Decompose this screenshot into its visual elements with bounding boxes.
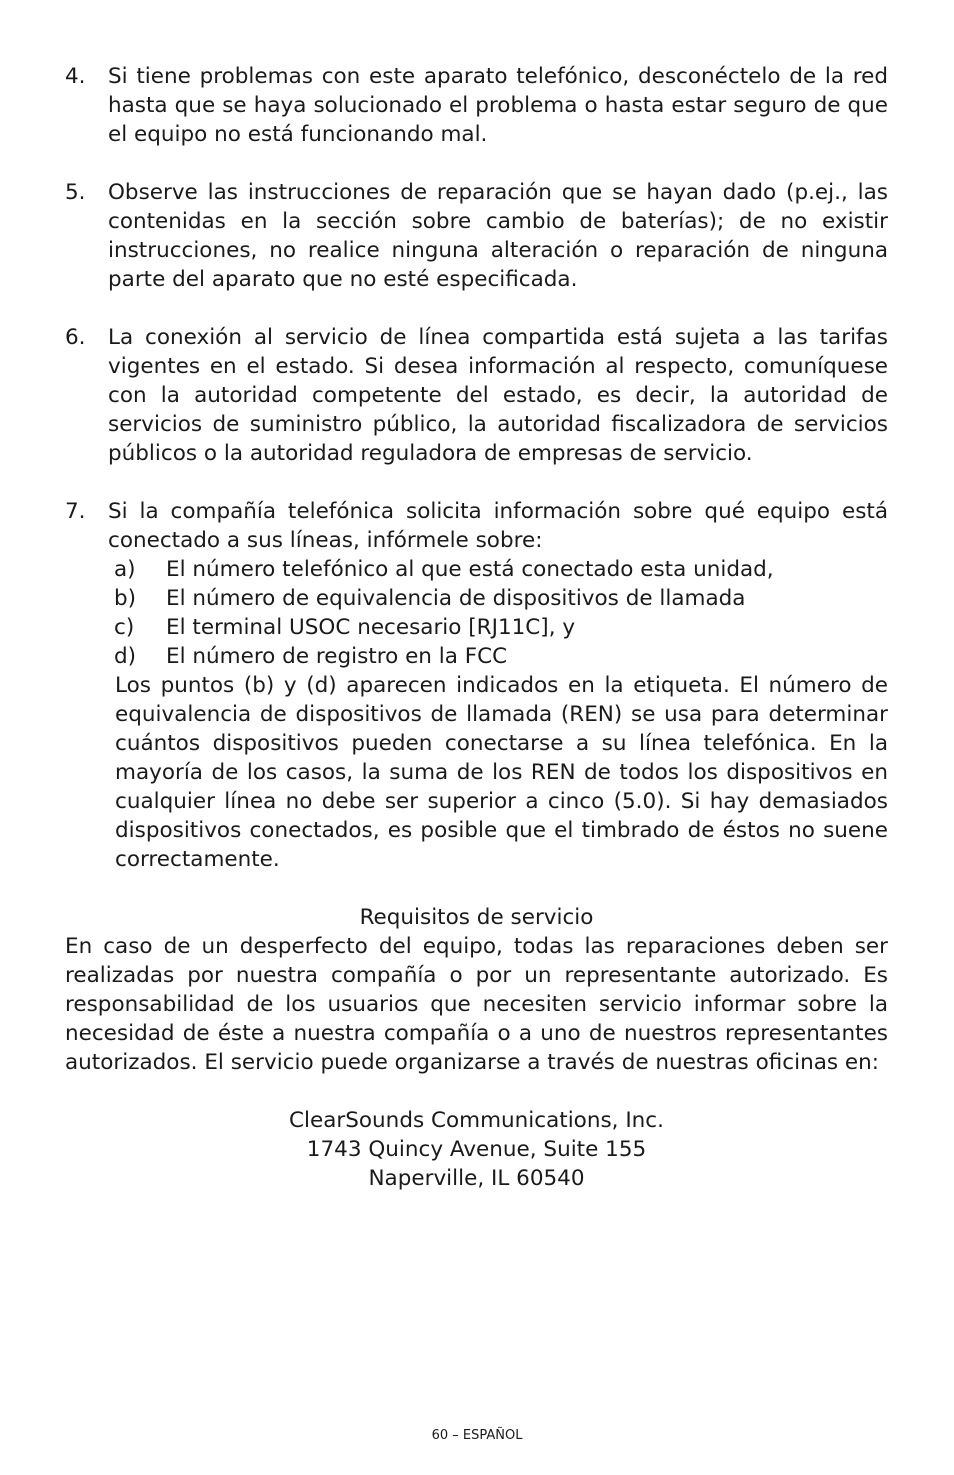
document-page (65, 62, 888, 1193)
street-address: 1743 Quincy Avenue, Suite 155 (306, 1137, 647, 1162)
list-item-4 (65, 62, 888, 149)
sub-list (108, 555, 888, 671)
item-text: Si tiene problemas con este aparato telefónico, desconéctelo de la red hasta que se haya solucionado el problema o hasta estar seguro de que el equipo no está funcionando mal. (108, 64, 888, 147)
service-paragraph: En caso de un desperfecto del equipo, todas las reparaciones deben ser realizadas por nuestra compañía o por un representante autorizado. Es responsabilidad de los usuarios que necesiten servicio informar sobre la necesidad de éste a nuestra compañía o a uno de nuestros representantes autorizados. El servicio puede organizarse a través de nuestras oficinas en: (65, 934, 888, 1075)
sub-item-letter: b) (114, 586, 137, 611)
company-name: ClearSounds Communications, Inc. (289, 1108, 664, 1133)
sub-item-text: El número de equivalencia de dispositivos de llamada (166, 586, 746, 611)
sub-item-b (108, 584, 888, 613)
address-block (65, 1106, 888, 1193)
page-footer: 60 – ESPAÑOL (431, 1428, 523, 1443)
sub-item-letter: a) (114, 557, 136, 582)
list-item-7 (65, 497, 888, 874)
item-text: Observe las instrucciones de reparación que se hayan dado (p.ej., las contenidas en la sección sobre cambio de baterías); de no existir instrucciones, no realice ninguna alteración o reparación de ninguna parte del aparato que no esté especificada. (108, 180, 888, 292)
item-number: 6. (65, 325, 86, 350)
city-state-zip: Naperville, IL 60540 (368, 1166, 585, 1191)
sub-item-letter: d) (114, 644, 137, 669)
sub-item-text: El número telefónico al que está conectado esta unidad, (166, 557, 774, 582)
sub-item-c (108, 613, 888, 642)
item-text: La conexión al servicio de línea compartida está sujeta a las tarifas vigentes en el estado. Si desea información al respecto, comuníquese con la autoridad competente del estado, es decir, la autoridad de servicios de suministro público, la autoridad fiscalizadora de servicios públicos o la autoridad reguladora de empresas de servicio. (108, 325, 888, 466)
list-item-5 (65, 178, 888, 294)
sub-item-a (108, 555, 888, 584)
sub-item-text: El número de registro en la FCC (166, 644, 508, 669)
item-number: 5. (65, 180, 86, 205)
sub-item-letter: c) (114, 615, 135, 640)
sub-item-d (108, 642, 888, 671)
list-item-6 (65, 323, 888, 468)
item-text: Si la compañía telefónica solicita información sobre qué equipo está conectado a sus líneas, infórmele sobre: (108, 499, 888, 553)
section-title: Requisitos de servicio (359, 905, 594, 930)
item-number: 4. (65, 64, 86, 89)
ren-note: Los puntos (b) y (d) aparecen indicados en la etiqueta. El número de equivalencia de dispositivos de llamada (REN) se usa para determinar cuántos dispositivos pueden conectarse a su línea telefónica. En la mayoría de los casos, la suma de los REN de todos los dispositivos en cualquier línea no debe ser superior a cinco (5.0). Si hay demasiados dispositivos conectados, es posible que el timbrado de éstos no suene correctamente. (115, 673, 888, 872)
sub-item-text: El terminal USOC necesario [RJ11C], y (166, 615, 576, 640)
item-number: 7. (65, 499, 86, 524)
